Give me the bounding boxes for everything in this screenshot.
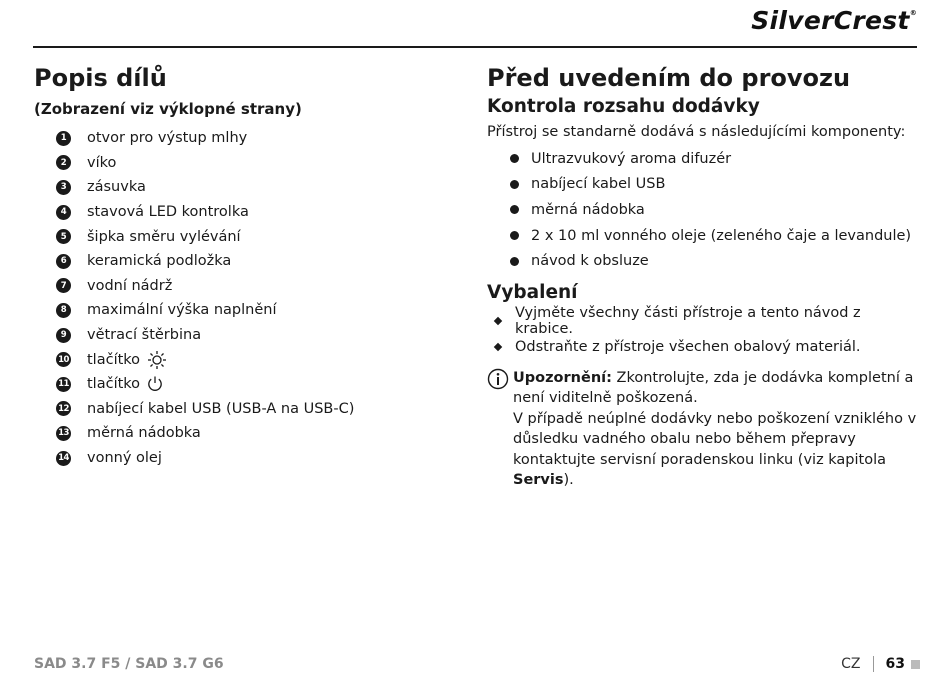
unpacking-steps <box>487 304 917 360</box>
parts-list <box>34 126 434 470</box>
part-item: 6 keramická podložka <box>34 249 434 274</box>
part-item: 13 měrná nádobka <box>34 421 434 446</box>
part-item: 3 zásuvka <box>34 175 434 200</box>
part-item: 4 stavová LED kontrolka <box>34 200 434 225</box>
diamond-bullet-icon <box>494 343 502 351</box>
list-item: Odstraňte z přístroje všechen obalový materiál. <box>487 334 917 360</box>
list-item: nabíjecí kabel USB <box>487 172 917 198</box>
light-sun-icon <box>146 350 168 370</box>
part-number: 7 <box>56 278 71 293</box>
service-reference: Servis <box>513 472 564 489</box>
list-item: měrná nádobka <box>487 197 917 223</box>
list-item: Ultrazvukový aroma difuzér <box>487 146 917 172</box>
diamond-bullet-icon <box>494 317 502 325</box>
part-item: 11 tlačítko <box>34 372 434 397</box>
bullet-icon <box>510 180 519 189</box>
part-number: 12 <box>56 401 71 416</box>
list-item: Vyjměte všechny části přístroje a tento návod z krabice. <box>487 308 917 334</box>
delivery-list <box>487 146 917 274</box>
part-item: 12 nabíjecí kabel USB (USB-A na USB-C) <box>34 397 434 422</box>
info-icon <box>487 368 513 491</box>
part-item: 10 tlačítko <box>34 347 434 372</box>
bullet-icon <box>510 257 519 266</box>
model-number: SAD 3.7 F5 / SAD 3.7 G6 <box>34 656 224 672</box>
part-item: 5 šipka směru vylévání <box>34 224 434 249</box>
part-number: 13 <box>56 426 71 441</box>
square-marker-icon <box>911 660 920 669</box>
footer-divider <box>873 656 874 672</box>
part-number: 1 <box>56 131 71 146</box>
note-label: Upozornění: <box>513 369 612 386</box>
part-number: 5 <box>56 229 71 244</box>
header-rule <box>33 46 917 48</box>
bullet-icon <box>510 205 519 214</box>
part-number: 3 <box>56 180 71 195</box>
power-icon <box>146 375 164 393</box>
language-code: CZ <box>841 656 861 672</box>
part-number: 6 <box>56 254 71 269</box>
page-number: 63 <box>885 656 905 672</box>
list-item: návod k obsluze <box>487 248 917 274</box>
delivery-check-heading: Kontrola rozsahu dodávky <box>487 96 760 117</box>
before-use-section <box>487 62 917 491</box>
part-number: 9 <box>56 328 71 343</box>
part-item: 8 maximální výška naplnění <box>34 298 434 323</box>
parts-subtitle: (Zobrazení viz výklopné strany) <box>34 100 302 118</box>
unpacking-heading: Vybalení <box>487 281 578 303</box>
part-item: 7 vodní nádrž <box>34 274 434 299</box>
part-number: 4 <box>56 205 71 220</box>
part-item: 14 vonný olej <box>34 446 434 471</box>
part-number: 10 <box>56 352 71 367</box>
brand-logo: SilverCrest® <box>751 6 917 35</box>
note-box <box>487 368 917 491</box>
part-item: 2 víko <box>34 151 434 176</box>
note-text: Upozornění: Zkontrolujte, zda je dodávka kompletní a není viditelně poškozená. V případě neúplné dodávky nebo poškození vzniklého v důsledku vadného obalu nebo během přepravy kontaktujte servisní poradenskou linku (viz kapitola Servis). <box>513 369 917 489</box>
part-number: 11 <box>56 377 71 392</box>
parts-description-section <box>34 62 434 470</box>
part-number: 8 <box>56 303 71 318</box>
part-number: 2 <box>56 155 71 170</box>
bullet-icon <box>510 231 519 240</box>
page-footer <box>841 656 920 672</box>
before-use-title: Před uvedením do provozu <box>487 64 851 92</box>
part-item: 1 otvor pro výstup mlhy <box>34 126 434 151</box>
part-item: 9 větrací štěrbina <box>34 323 434 348</box>
parts-title: Popis dílů <box>34 64 167 92</box>
bullet-icon <box>510 154 519 163</box>
part-number: 14 <box>56 451 71 466</box>
list-item: 2 x 10 ml vonného oleje (zeleného čaje a levandule) <box>487 223 917 249</box>
delivery-intro: Přístroj se standarně dodává s následujícími komponenty: <box>487 124 906 140</box>
